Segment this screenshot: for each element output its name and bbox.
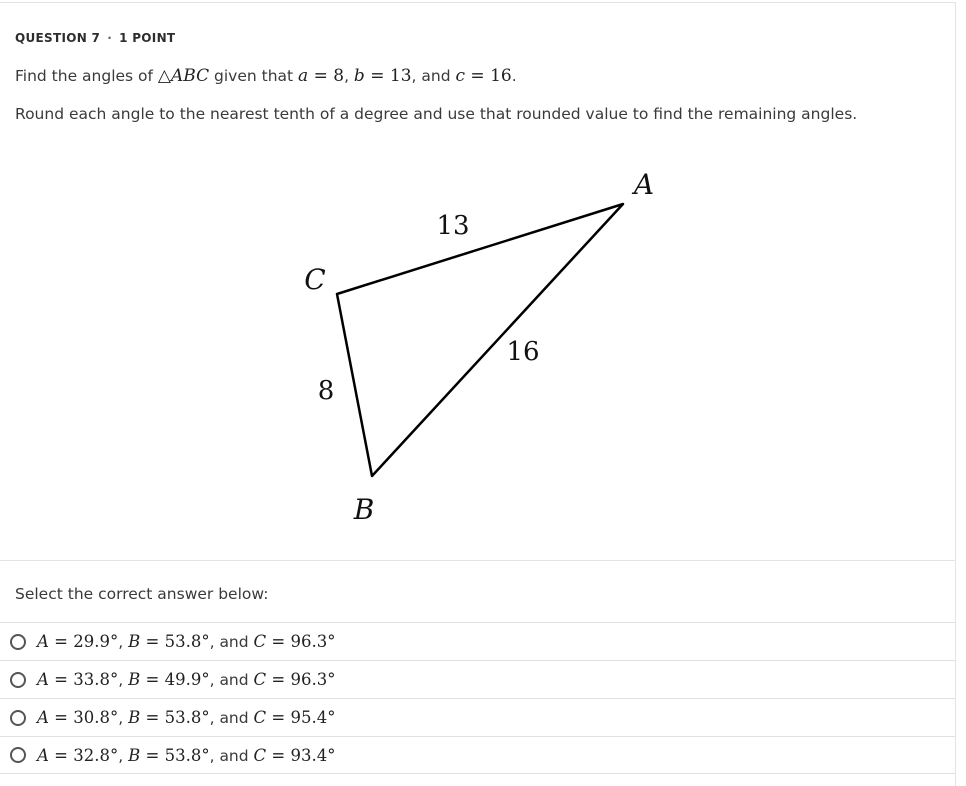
separator-dot: · [107,31,113,45]
side-c-expression: c = 16 [455,66,512,86]
question-header [15,31,175,45]
triangle-shape [337,204,623,476]
radio-button[interactable] [10,710,26,726]
question-card [0,2,956,786]
answer-option-1[interactable] [0,622,956,660]
triangle-diagram [0,153,956,543]
radio-button[interactable] [10,634,26,650]
question-points: 1 POINT [119,31,176,45]
triangle-figure [0,153,956,543]
question-instruction: Round each angle to the nearest tenth of a degree and use that rounded value to find the remaining angles. [15,105,858,123]
side-ab-label: 16 [506,337,540,367]
answer-option-label: A = 29.9°, B = 53.8°, and C = 96.3° [37,632,336,651]
radio-button[interactable] [10,747,26,763]
side-ca-label: 13 [436,211,470,241]
side-cb-label: 8 [317,376,335,406]
question-stem: Find the angles of △ABC given that a = 8, b = 13, and c = 16. [15,66,517,86]
answer-option-label: A = 30.8°, B = 53.8°, and C = 95.4° [37,708,336,727]
answer-option-label: A = 32.8°, B = 53.8°, and C = 93.4° [37,745,336,765]
question-number: QUESTION 7 [15,31,101,45]
answer-prompt: Select the correct answer below: [15,585,269,603]
vertex-c-label: C [304,263,326,296]
answer-option-label: A = 33.8°, B = 49.9°, and C = 96.3° [37,670,336,689]
radio-button[interactable] [10,672,26,688]
answer-option-4[interactable] [0,736,956,774]
triangle-expression: △ABC [157,66,210,86]
vertex-a-label: A [633,168,655,201]
answer-option-3[interactable] [0,698,956,736]
answer-options [0,622,956,774]
vertex-b-label: B [353,493,375,526]
side-a-expression: a = 8 [298,66,345,86]
section-divider [0,560,956,561]
answer-option-2[interactable] [0,660,956,698]
side-b-expression: b = 13 [353,66,412,86]
